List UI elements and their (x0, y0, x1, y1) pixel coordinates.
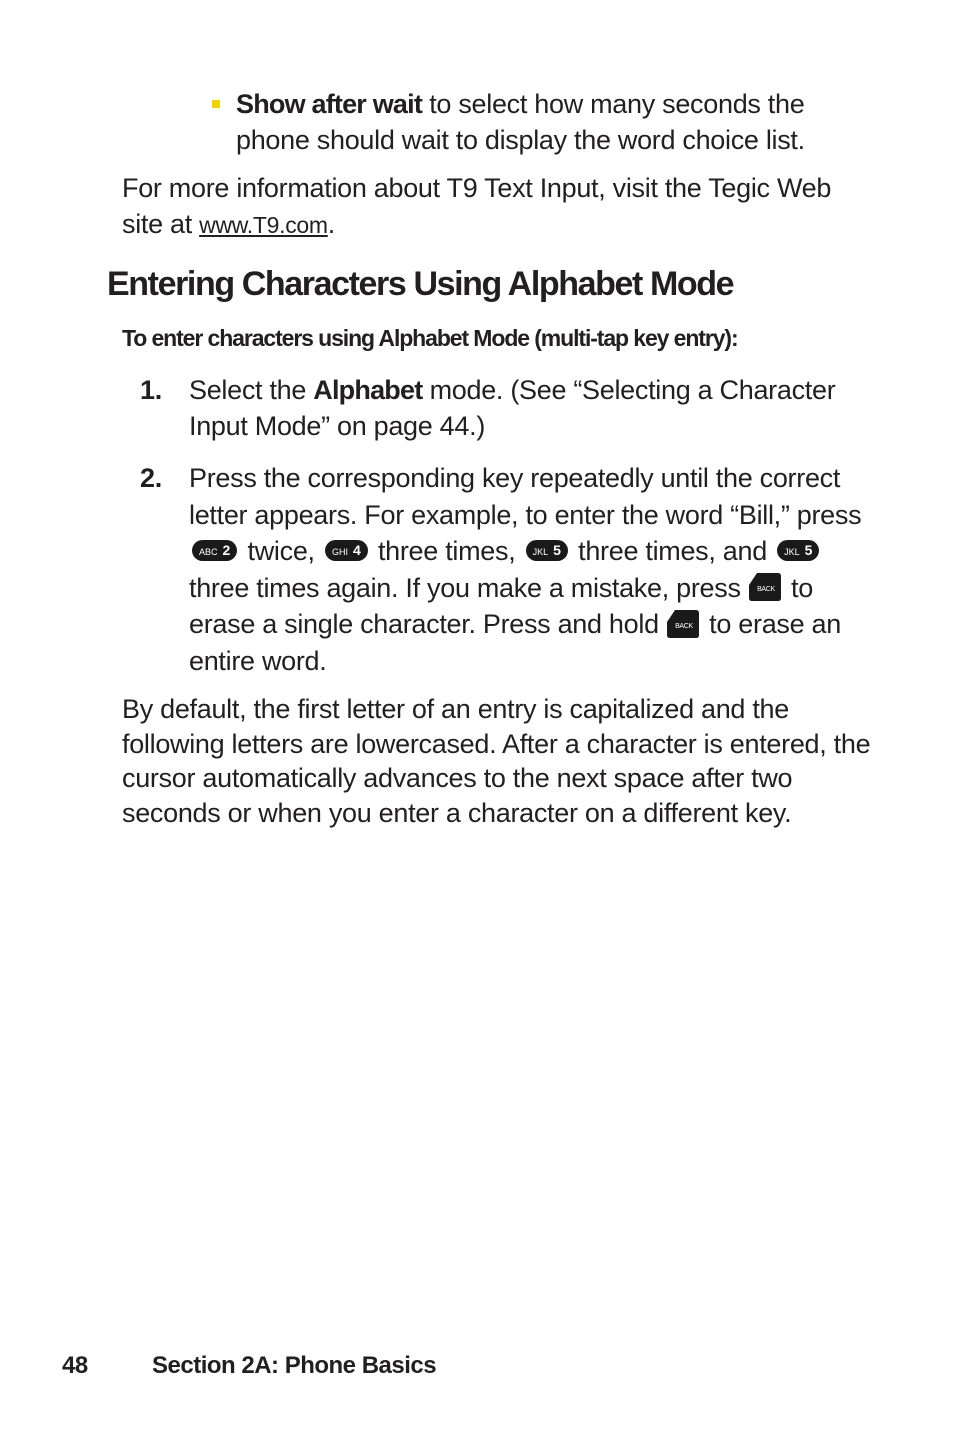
back-key-label: BACK (756, 586, 775, 594)
step-number: 2. (140, 463, 162, 493)
info-paragraph (122, 170, 862, 243)
bullet-text (236, 86, 852, 158)
step-2-text-g: to erase an entire word. (189, 609, 841, 677)
step-2-text-e: three times again. If you make a mistake, press (189, 572, 748, 603)
back-key-icon (666, 609, 700, 639)
abc2-key-icon (192, 540, 237, 561)
step-2-text-d: three times, and (570, 536, 775, 566)
page-number: 48 (62, 1352, 88, 1379)
step-2-text-b: twice, (240, 536, 322, 566)
step-number: 1. (140, 375, 162, 405)
section-title: Section 2A: Phone Basics (152, 1352, 437, 1379)
alphabet-mode-name: Alphabet (313, 375, 423, 405)
key-letters: JKL (784, 547, 800, 558)
jkl5-key-icon (526, 540, 568, 561)
step-1 (140, 372, 870, 444)
step-2 (140, 460, 870, 680)
section-heading: Entering Characters Using Alphabet Mode (107, 265, 734, 303)
key-number: 2 (222, 542, 231, 559)
back-key-label: BACK (675, 623, 693, 631)
bullet-description: to select how many seconds the phone should wait to display the word choice list. (236, 89, 805, 155)
key-letters: ABC (199, 547, 218, 558)
info-text: For more information about T9 Text Input, visit the Tegic Web site at (122, 173, 832, 239)
step-1-text-b: mode. (See “Selecting a Character Input Mode” on page 44.) (189, 375, 836, 441)
procedure-subheading: To enter characters using Alphabet Mode (multi-tap key entry): (122, 325, 738, 351)
key-number: 5 (804, 542, 813, 559)
step-1-text-a: Select the (189, 375, 314, 405)
step-text (189, 372, 870, 444)
ghi4-key-icon (325, 540, 368, 561)
default-behavior-paragraph: By default, the first letter of an entry is capitalized and the following letters are lowercased. After a character is entered, the cursor automatically advances to the next space after two seconds or when you enter a character on a different key. (122, 694, 871, 828)
t9-website-link[interactable]: www.T9.com (199, 212, 328, 238)
step-2-text-c: three times, (370, 536, 523, 566)
key-letters: JKL (532, 547, 549, 558)
info-end: . (327, 209, 335, 239)
back-key-icon (748, 572, 782, 602)
bullet-option-name: Show after wait (236, 89, 423, 119)
jkl5-key-icon (777, 540, 819, 561)
key-number: 4 (352, 542, 361, 559)
key-number: 5 (553, 542, 561, 559)
bullet-item (212, 86, 852, 158)
step-2-text-f: to erase a single character. Press and hold (189, 572, 813, 640)
step-text (189, 460, 870, 680)
step-2-text-a: Press the corresponding key repeatedly until the correct letter appears. For example, to enter the word “Bill,” press (189, 463, 862, 530)
key-letters: GHI (331, 547, 348, 558)
bullet-square-icon (212, 100, 220, 108)
